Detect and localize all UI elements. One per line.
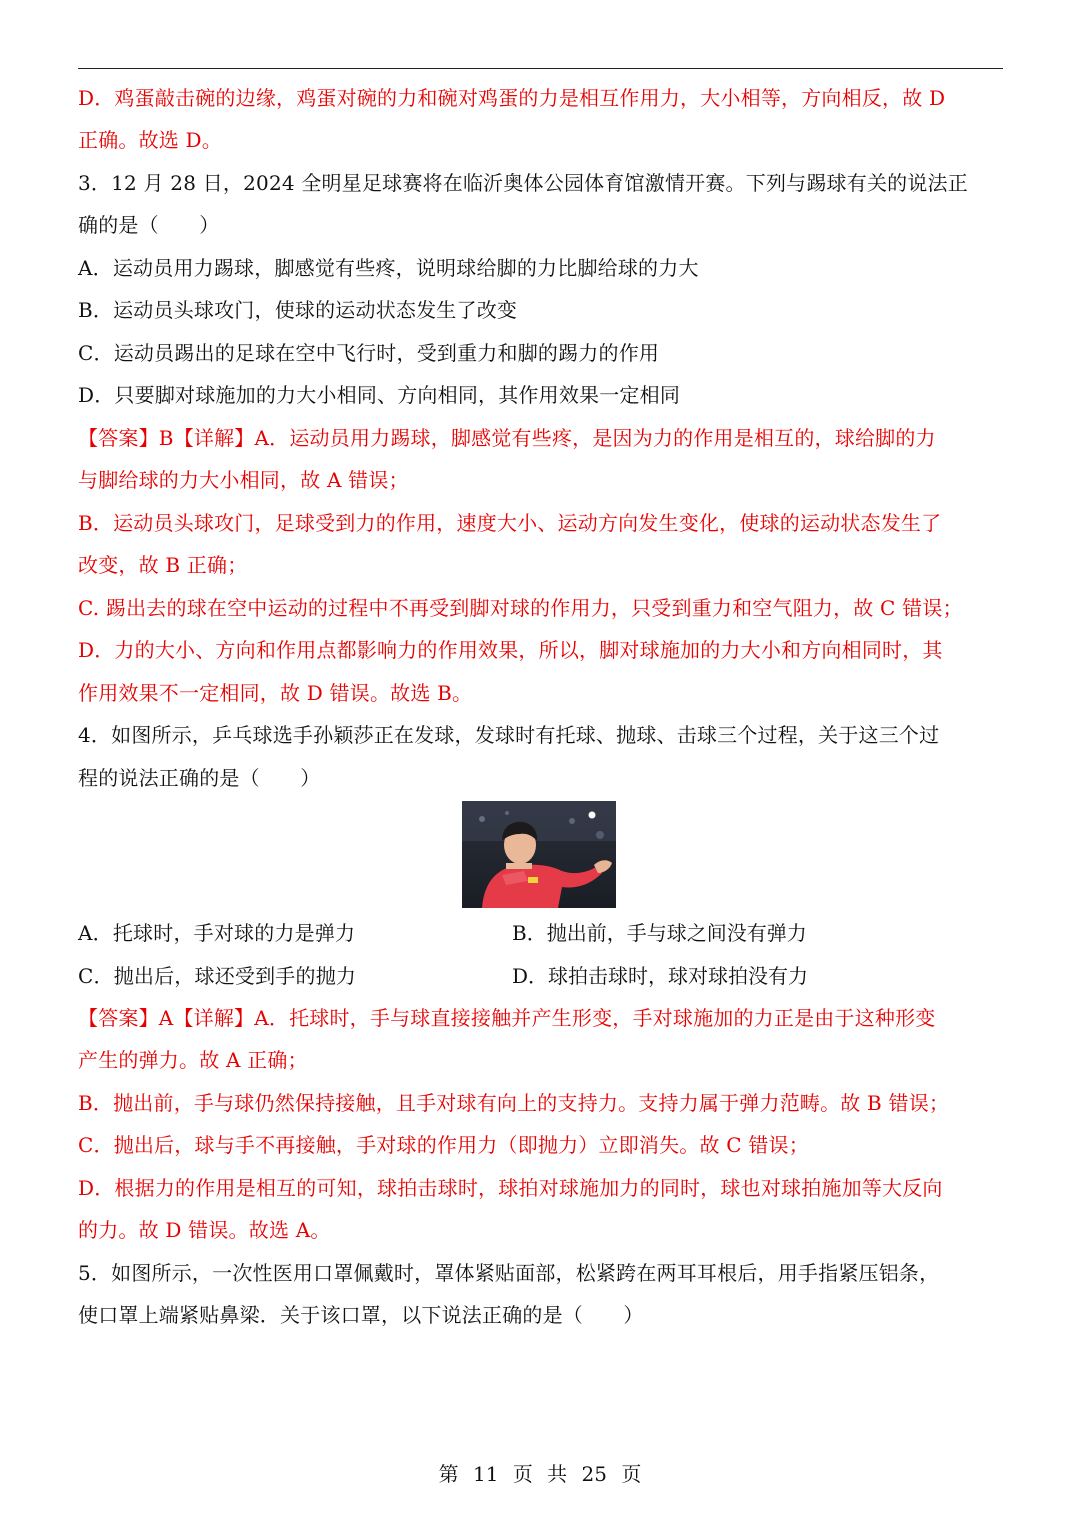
q2-option-d-line2: 正确。故选 D。 (78, 128, 222, 152)
q4-answer-line2: 产生的弹力。故 A 正确； (78, 1048, 308, 1072)
q4-option-c: C．抛出后，球还受到手的抛力 (78, 964, 357, 988)
footer-gong: 共 (547, 1462, 568, 1486)
q4-answer-line3: B．抛出前，手与球仍然保持接触，且手对球有向上的支持力。支持力属于弹力范畴。故 B 错误； (78, 1091, 950, 1115)
q3-option-b: B．运动员头球攻门，使球的运动状态发生了改变 (78, 298, 518, 322)
footer-page-number: 11 (473, 1462, 499, 1486)
footer-ye2: 页 (621, 1462, 642, 1486)
table-tennis-illustration (462, 801, 616, 908)
q3-answer-line4: 改变，故 B 正确； (78, 553, 248, 577)
q4-answer-line6: 的力。故 D 错误。故选 A。 (78, 1218, 331, 1242)
header-rule (78, 68, 1003, 69)
q4-option-b: B．抛出前，手与球之间没有弹力 (512, 921, 807, 945)
q3-answer-line3: B．运动员头球攻门，足球受到力的作用，速度大小、运动方向发生变化，使球的运动状态发生了 (78, 511, 942, 535)
q3-option-a: A．运动员用力踢球，脚感觉有些疼，说明球给脚的力比脚给球的力大 (78, 256, 699, 280)
q5-stem-line1: 5．如图所示，一次性医用口罩佩戴时，罩体紧贴面部，松紧跨在两耳耳根后，用手指紧压铝条， (78, 1261, 940, 1285)
q4-answer-line5: D．根据力的作用是相互的可知，球拍击球时，球拍对球施加力的同时，球也对球拍施加等大反向 (78, 1176, 943, 1200)
footer-ye: 页 (512, 1462, 533, 1486)
q4-answer-line1: 【答案】A【详解】A．托球时，手与球直接接触并产生形变，手对球施加的力正是由于这种形变 (78, 1006, 936, 1030)
q2-option-d-line1: D．鸡蛋敲击碗的边缘，鸡蛋对碗的力和碗对鸡蛋的力是相互作用力，大小相等，方向相反，故 D (78, 86, 946, 110)
q4-option-d: D．球拍击球时，球对球拍没有力 (512, 964, 809, 988)
q4-answer-line4: C．抛出后，球与手不再接触，手对球的作用力（即抛力）立即消失。故 C 错误； (78, 1133, 809, 1157)
q3-option-d: D．只要脚对球施加的力大小相同、方向相同，其作用效果一定相同 (78, 383, 681, 407)
q3-stem-line2: 确的是（ ） (78, 213, 220, 237)
q3-answer-line2: 与脚给球的力大小相同，故 A 错误； (78, 468, 409, 492)
table-tennis-photo (462, 801, 616, 908)
footer-total-pages: 25 (581, 1462, 607, 1486)
footer-di: 第 (438, 1462, 459, 1486)
q3-stem-line1: 3．12 月 28 日，2024 全明星足球赛将在临沂奥体公园体育馆激情开赛。下列与踢球有关的说法正 (78, 171, 968, 195)
q4-stem-line1: 4．如图所示，乒乓球选手孙颖莎正在发球，发球时有托球、抛球、击球三个过程，关于这三个过 (78, 723, 940, 747)
q3-answer-line7: 作用效果不一定相同，故 D 错误。故选 B。 (78, 681, 473, 705)
q5-stem-line2: 使口罩上端紧贴鼻梁．关于该口罩，以下说法正确的是（ ） (78, 1303, 644, 1327)
q4-option-a: A．托球时，手对球的力是弹力 (78, 921, 356, 945)
page-footer (0, 1460, 1080, 1488)
q3-option-c: C．运动员踢出的足球在空中飞行时，受到重力和脚的踢力的作用 (78, 341, 660, 365)
q4-stem-line2: 程的说法正确的是（ ） (78, 766, 321, 790)
q3-answer-line6: D．力的大小、方向和作用点都影响力的作用效果，所以，脚对球施加的力大小和方向相同时，其 (78, 638, 943, 662)
q3-answer-line1: 【答案】B【详解】A．运动员用力踢球，脚感觉有些疼，是因为力的作用是相互的，球给脚的力 (78, 426, 936, 450)
q3-answer-line5: C. 踢出去的球在空中运动的过程中不再受到脚对球的作用力，只受到重力和空气阻力，故 C 错误； (78, 596, 963, 620)
